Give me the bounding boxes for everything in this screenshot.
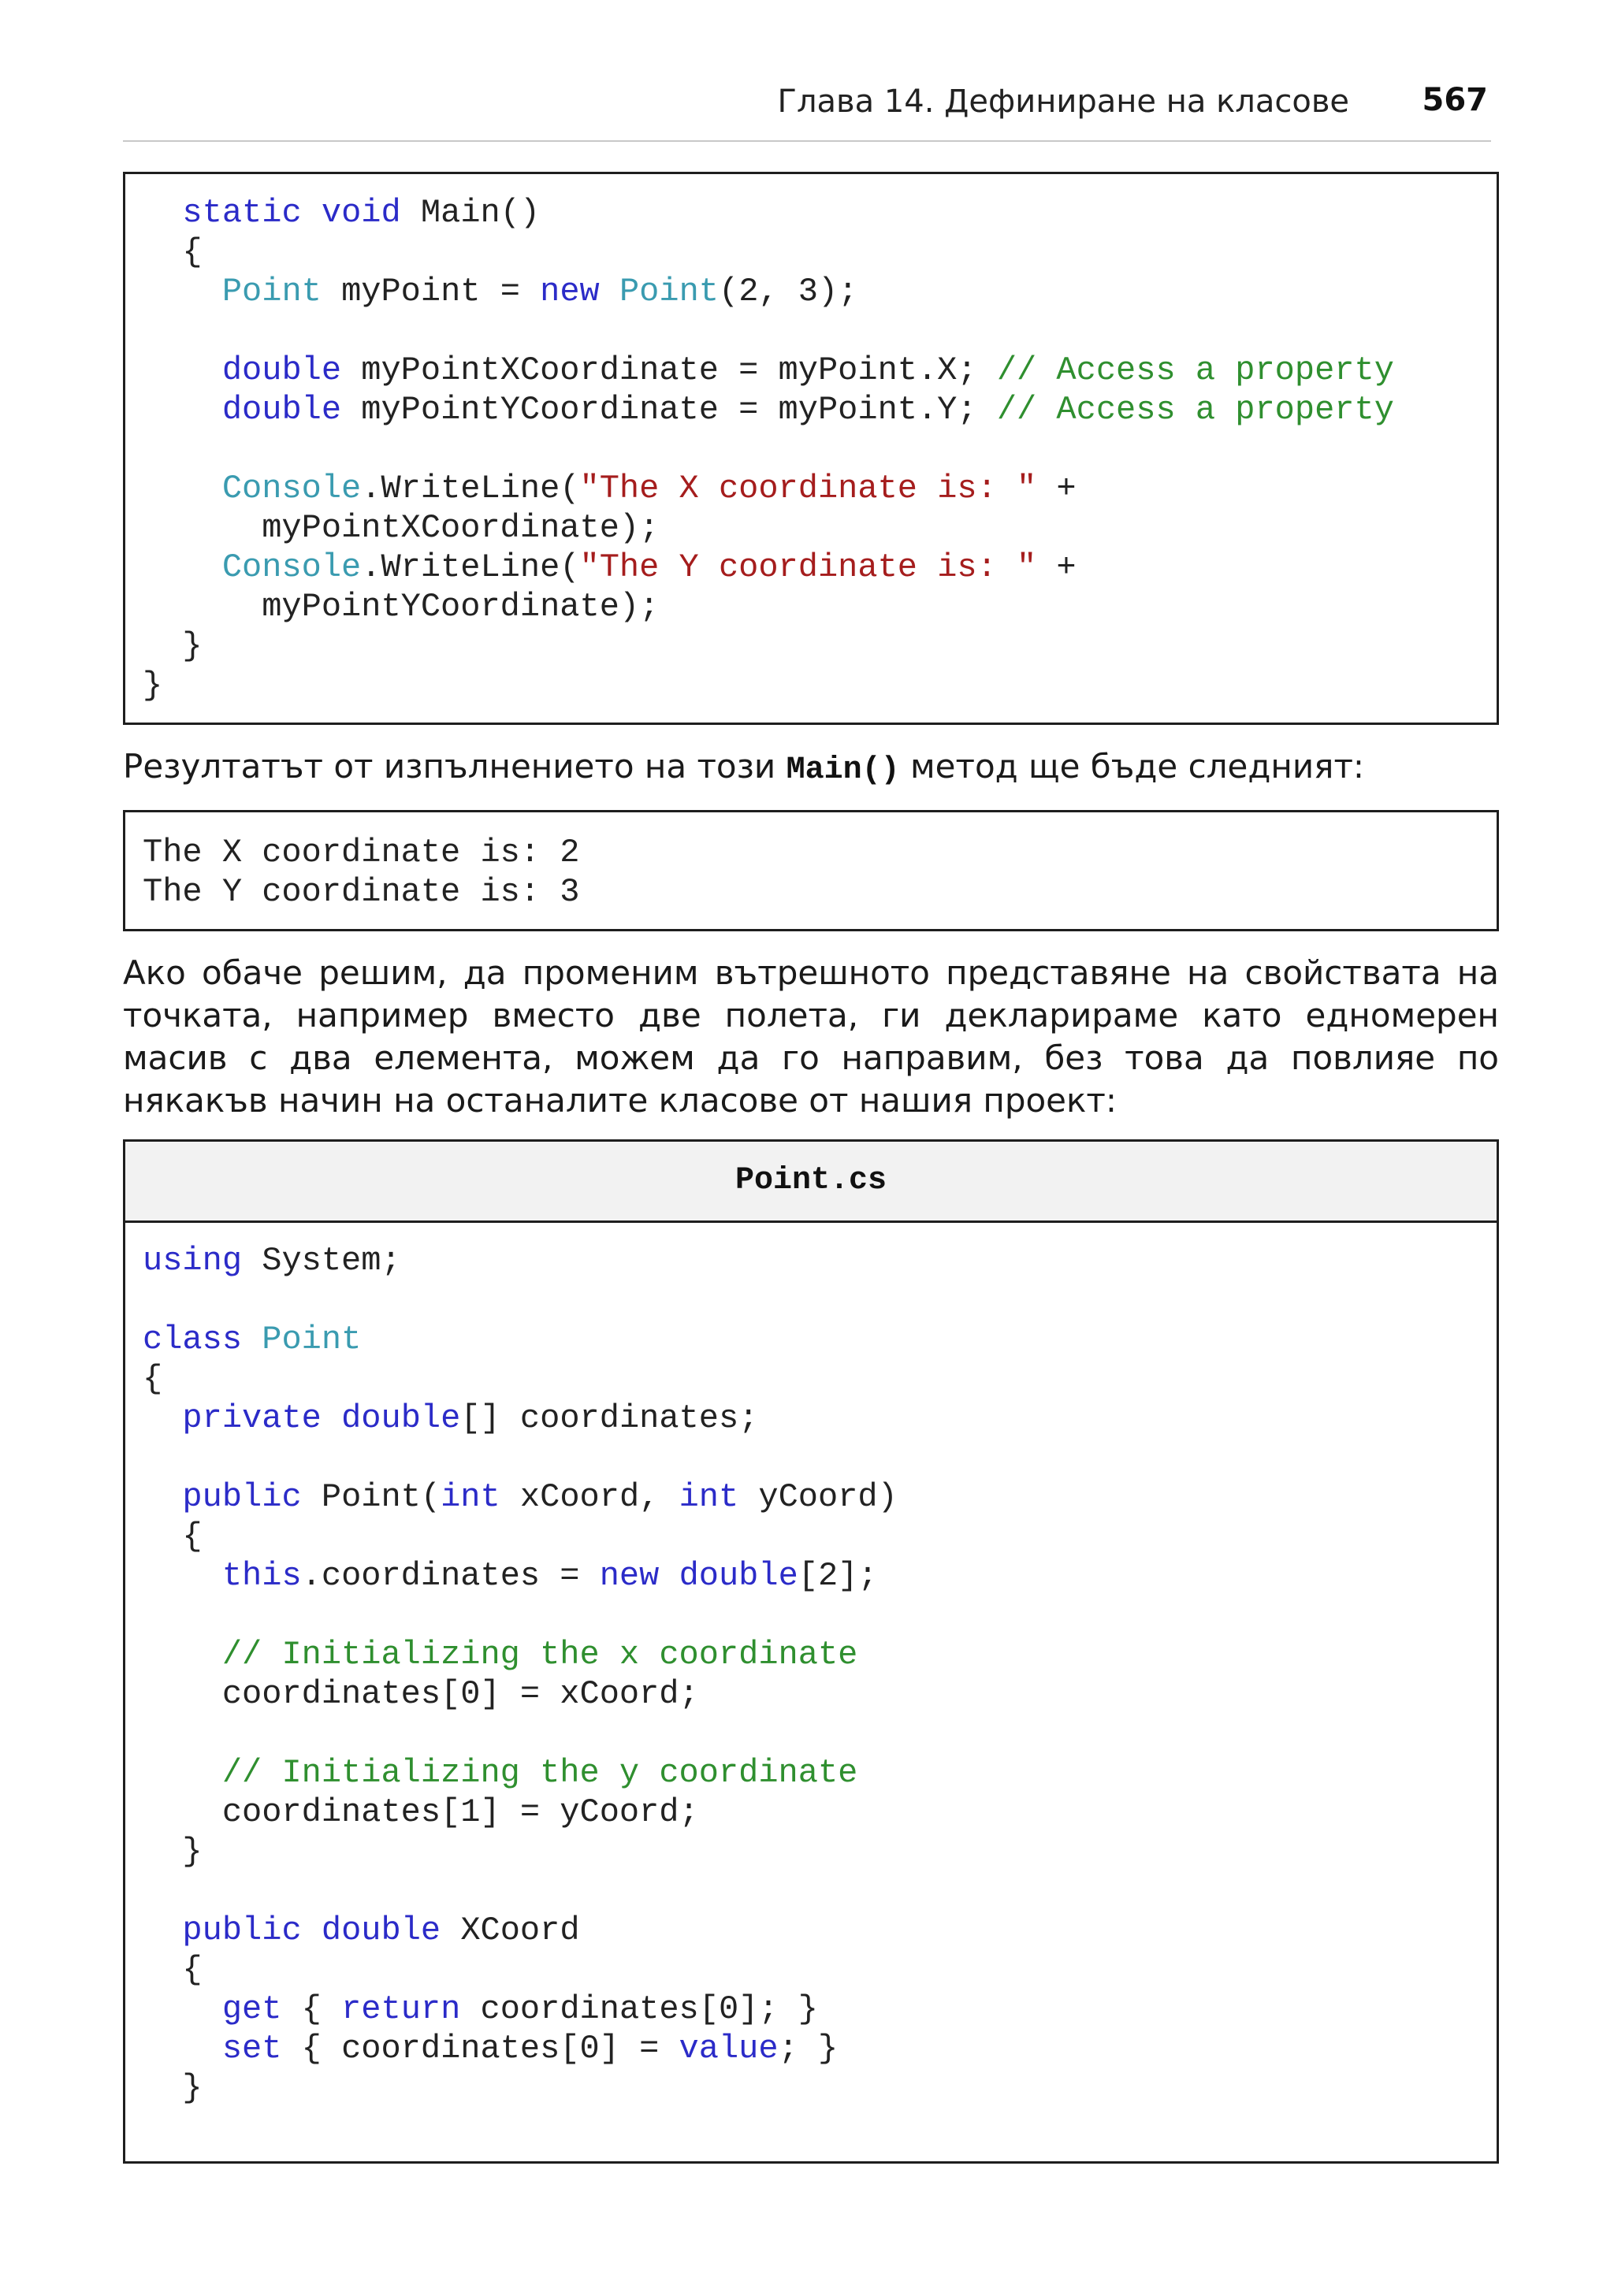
chapter-title: Глава 14. Дефиниране на класове <box>777 84 1349 120</box>
paragraph-text: Резултатът от изпълнението на този <box>123 747 787 786</box>
page-number: 567 <box>1422 82 1488 118</box>
paragraph-text: метод ще бъде следният: <box>899 747 1365 786</box>
code-listing-main <box>123 172 1499 725</box>
code-listing-title: Point.cs <box>125 1142 1497 1223</box>
console-output: The X coordinate is: 2 The Y coordinate is: 3 <box>143 834 580 911</box>
console-output-box <box>123 810 1499 931</box>
page-header <box>123 77 1491 128</box>
code-main-method: static void Main() { Point myPoint = new Point(2, 3); double myPointXCoordinate = myPoint.X; // Access a property double myPointYCoordinate = myPoint.Y; // Access a property Console.WriteLine("The X coordinate is: " + myPointXCoordinate); Console.WriteLine("The Y coordinate is: " + myPointYCoordinate); } } <box>143 194 1394 704</box>
code-point-class: using System; class Point { private double[] coordinates; public Point(int xCoord, int yCoord) { this.coordinates = new double[2]; // Initializing the x coordinate coordinates[0] = xCoord; // Initializing the y coordinate coordinates[1] = yCoord; } public double XCoord { get { return coordinates[0]; } set { coordinates[0] = value; } } <box>143 1242 898 2107</box>
paragraph-result-intro <box>123 745 1499 792</box>
header-divider <box>123 140 1491 142</box>
inline-code-main: Main() <box>786 752 900 788</box>
paragraph-internal-representation: Ако обаче решим, да променим вътрешното представяне на свойствата на точката, например вместо две полета, ги декларираме като едномерен масив с два елемента, можем да го направим, без това да повлияе по някакъв начин на останалите класове от нашия проект: <box>123 953 1499 1120</box>
code-listing-point <box>123 1139 1499 2164</box>
